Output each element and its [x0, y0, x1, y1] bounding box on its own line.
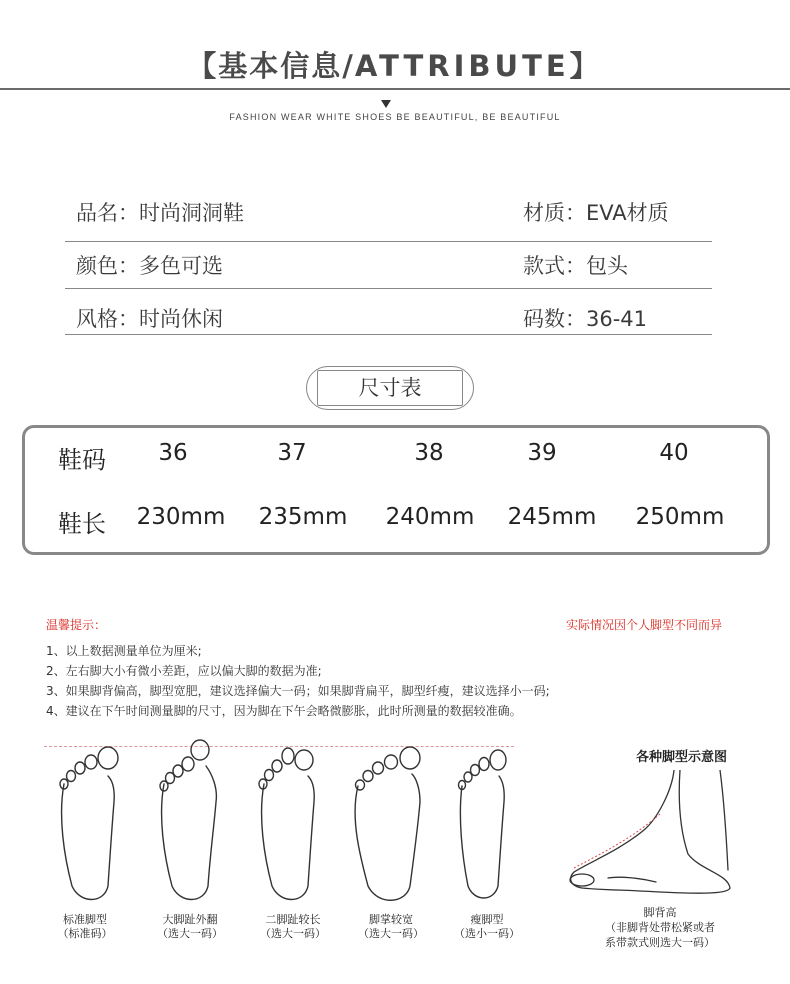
foot-type-name: 脚掌较宽	[369, 913, 413, 926]
arch-type-name: 脚背高	[643, 906, 677, 919]
length-cell: 235mm	[258, 504, 348, 530]
arch-type-advice: 系带款式则选大一码）	[605, 936, 715, 949]
title-cn: 【基本信息/	[187, 49, 355, 83]
info-color: 颜色：多色可选	[76, 254, 223, 278]
tips-heading: 温馨提示：	[46, 618, 107, 632]
size-cell: 40	[659, 440, 689, 466]
foot-type-name: 瘦脚型	[470, 913, 504, 926]
section-title	[0, 44, 790, 85]
size-chart-title-badge	[306, 366, 474, 410]
foot-type-advice: （选大一码）	[260, 927, 326, 940]
size-cell: 39	[527, 440, 557, 466]
foot-types-title: 各种脚型示意图	[636, 750, 728, 765]
info-divider	[65, 241, 712, 242]
arch-type-advice: （非脚背处带松紧或者	[605, 921, 715, 934]
title-en: ATTRIBUTE】	[354, 49, 603, 83]
foot-illustrations	[40, 736, 520, 908]
long-second-toe-foot-icon	[259, 748, 314, 900]
wide-foot-icon	[355, 747, 420, 900]
divider	[0, 88, 790, 90]
tip-item: 2、左右脚大小有微小差距，应以偏大脚的数据为准;	[46, 664, 322, 678]
info-style: 风格：时尚休闲	[76, 307, 223, 331]
foot-type-name: 二脚趾较长	[265, 913, 321, 926]
size-cell: 38	[414, 440, 444, 466]
foot-label	[248, 913, 338, 941]
foot-label	[442, 913, 532, 941]
size-chart-title: 尺寸表	[317, 370, 463, 406]
row-label-size: 鞋码	[58, 446, 106, 474]
tip-item: 3、如果脚背偏高，脚型宽肥，建议选择偏大一码；如果脚背扁平，脚型纤瘦，建议选择小一码;	[46, 684, 550, 698]
tip-item: 1、以上数据测量单位为厘米;	[46, 644, 202, 658]
tip-item: 4、建议在下午时间测量脚的尺寸，因为脚在下午会略微膨胀，此时所测量的数据较准确。	[46, 704, 522, 718]
length-cell: 250mm	[635, 504, 725, 530]
size-cell: 37	[277, 440, 307, 466]
length-cell: 240mm	[385, 504, 475, 530]
foot-label	[145, 913, 235, 941]
foot-type-name: 标准脚型	[63, 913, 107, 926]
info-divider	[65, 334, 712, 335]
info-name: 品名：时尚洞洞鞋	[76, 201, 244, 225]
triangle-down-icon	[381, 100, 391, 108]
row-label-length: 鞋长	[58, 510, 106, 538]
foot-type-name: 大脚趾外翻	[162, 913, 218, 926]
info-material: 材质：EVA材质	[523, 201, 669, 225]
size-cell: 36	[158, 440, 188, 466]
foot-type-advice: （选大一码）	[157, 927, 223, 940]
standard-foot-icon	[60, 747, 118, 900]
foot-label	[346, 913, 436, 941]
length-cell: 230mm	[136, 504, 226, 530]
foot-type-advice: （选大一码）	[358, 927, 424, 940]
foot-type-advice: （选小一码）	[454, 927, 520, 940]
tips-note: 实际情况因个人脚型不同而异	[566, 618, 723, 632]
length-cell: 245mm	[507, 504, 597, 530]
info-style-type: 款式：包头	[523, 254, 628, 278]
slim-foot-icon	[459, 750, 507, 898]
subtitle: FASHION WEAR WHITE SHOES BE BEAUTIFUL, BE BEAUTIFUL	[229, 112, 561, 122]
foot-type-advice: （标准码）	[57, 927, 113, 940]
high-arch-foot-icon	[560, 770, 740, 900]
info-sizes: 码数：36-41	[523, 307, 648, 331]
foot-label	[40, 913, 130, 941]
bunion-foot-icon	[160, 740, 216, 900]
high-arch-label	[590, 905, 730, 950]
info-divider	[65, 288, 712, 289]
